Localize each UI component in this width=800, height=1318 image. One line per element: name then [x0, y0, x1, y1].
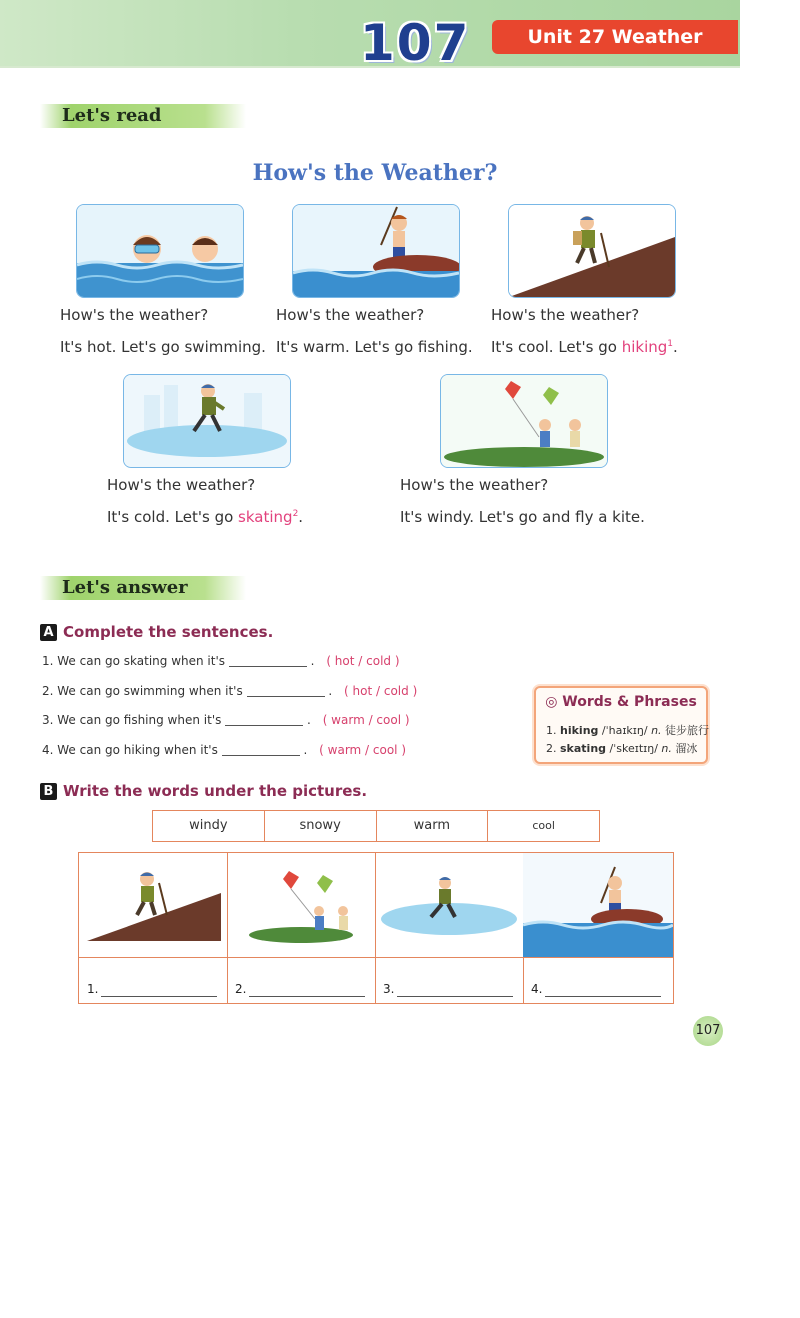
- fishing-picture: [523, 853, 673, 957]
- part-a-heading: [40, 622, 273, 641]
- word-bank-item: cool: [532, 819, 555, 832]
- answer-options: ( warm / cool ): [322, 713, 410, 727]
- words-phrases-item: 2. skating /ˈskeɪtɪŋ/ n. 溜冰: [546, 742, 698, 755]
- caption-question: How's the weather?: [491, 306, 640, 324]
- story-title: How's the Weather?: [252, 160, 498, 186]
- answer-blank[interactable]: [247, 684, 325, 697]
- word-bank-item: warm: [377, 811, 489, 841]
- answer-line[interactable]: [249, 996, 365, 997]
- swimming-picture: [76, 204, 244, 298]
- hiking-picture: [79, 853, 228, 957]
- answer-cell: [523, 957, 673, 1004]
- vocab-word-hiking: hiking: [621, 338, 668, 356]
- caption-question: How's the weather?: [60, 306, 209, 324]
- caption-answer: It's warm. Let's go fishing.: [276, 338, 473, 356]
- answer-cell: [79, 957, 228, 1004]
- lets-answer-banner: Let's answer: [40, 576, 246, 600]
- answer-number: 4.: [531, 982, 543, 996]
- answer-blank[interactable]: [225, 713, 303, 726]
- words-phrases-box: [534, 686, 708, 764]
- sentence-item: 4. We can go hiking when it's . ( warm / cool ): [42, 743, 407, 757]
- page-number: 107: [693, 1016, 723, 1046]
- answer-number: 3.: [383, 982, 395, 996]
- caption-answer: It's cool. Let's go hiking$^1$.: [491, 338, 678, 356]
- vocab-word-skating: skating: [238, 508, 293, 526]
- word-bank-item: windy: [153, 811, 265, 841]
- words-phrases-title: ◎ Words & Phrases: [545, 694, 697, 710]
- caption-answer: It's hot. Let's go swimming.: [60, 338, 266, 356]
- sentence-item: 2. We can go swimming when it's . ( hot / cold ): [42, 684, 418, 698]
- words-phrases-item: 1. hiking /ˈhaɪkɪŋ/ n. 徒步旅行: [546, 724, 710, 737]
- answer-line[interactable]: [101, 996, 217, 997]
- skating-picture: [375, 853, 524, 957]
- part-a-title: Complete the sentences.: [63, 623, 274, 641]
- caption-question: How's the weather?: [400, 476, 549, 494]
- kite-picture: [440, 374, 608, 468]
- answer-line[interactable]: [397, 996, 513, 997]
- caption-question: How's the weather?: [276, 306, 425, 324]
- unit-title-tab: [492, 20, 738, 54]
- answer-blank[interactable]: [222, 743, 300, 756]
- word-bank: [152, 810, 600, 842]
- hiking-picture: [508, 204, 676, 298]
- caption-question: How's the weather?: [107, 476, 256, 494]
- answer-line[interactable]: [545, 996, 661, 997]
- sentence-item: 3. We can go fishing when it's . ( warm / cool ): [42, 713, 410, 727]
- kite-picture: [227, 853, 376, 957]
- sentence-item: 1. We can go skating when it's . ( hot / cold ): [42, 654, 400, 668]
- caption-answer: It's cold. Let's go skating$^2$.: [107, 508, 304, 526]
- word-bank-item: snowy: [265, 811, 377, 841]
- answer-blank[interactable]: [229, 654, 307, 667]
- answer-cell: [227, 957, 376, 1004]
- picture-answer-table: [78, 852, 674, 1004]
- part-a-badge: A: [40, 624, 57, 641]
- lets-read-banner: Let's read: [40, 104, 246, 128]
- answer-number: 1.: [87, 982, 99, 996]
- unit-title: Unit 27 Weather: [527, 26, 703, 48]
- answer-number: 2.: [235, 982, 247, 996]
- answer-options: ( hot / cold ): [326, 654, 400, 668]
- part-b-badge: B: [40, 783, 57, 800]
- unit-number: 107: [360, 14, 471, 72]
- caption-answer: It's windy. Let's go and fly a kite.: [400, 508, 645, 526]
- part-b-title: Write the words under the pictures.: [63, 782, 368, 800]
- answer-options: ( warm / cool ): [319, 743, 407, 757]
- answer-cell: [375, 957, 524, 1004]
- answer-options: ( hot / cold ): [344, 684, 418, 698]
- part-b-heading: [40, 781, 367, 800]
- fishing-picture: [292, 204, 460, 298]
- skating-picture: [123, 374, 291, 468]
